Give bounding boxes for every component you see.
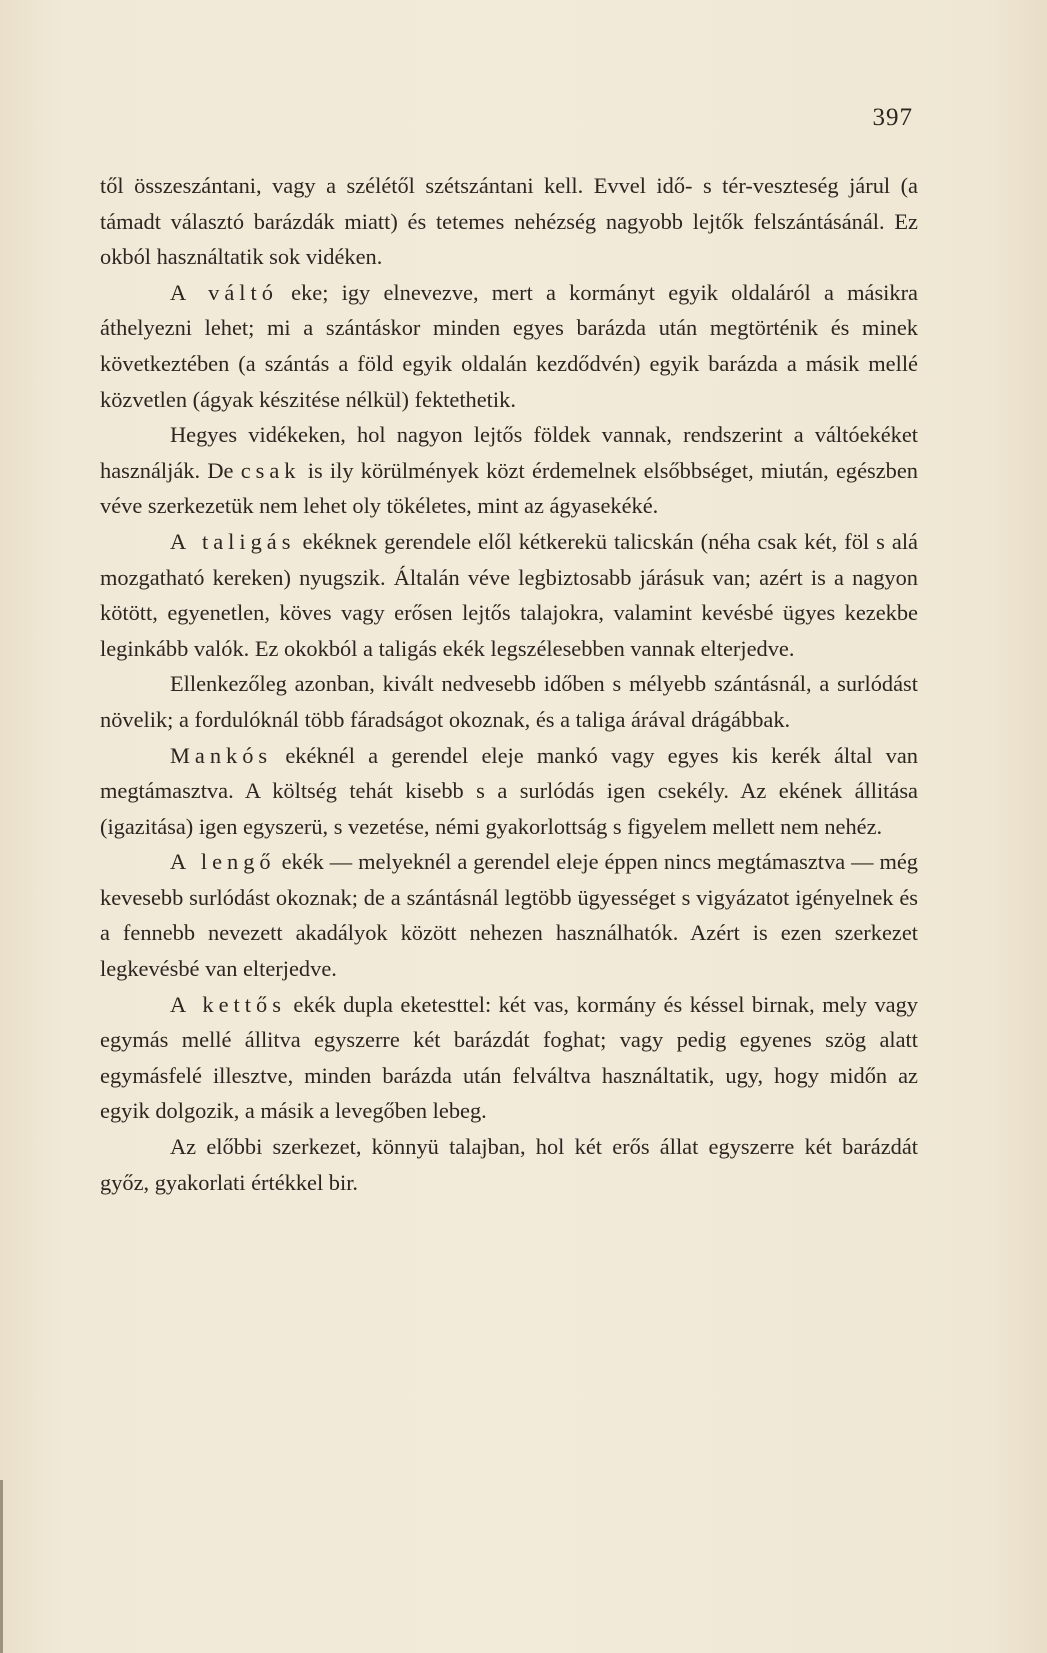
page-text [100, 168, 918, 1200]
emphasized-term: Mankós [170, 742, 273, 768]
paragraph [100, 1129, 918, 1200]
text-run: ekék — melyeknél a gerendel eleje éppen nincs megtámasztva — még kevesebb surlódást okoznak; de a szántásnál legtöbb ügyességet s vigyázatot igényelnek és a fennebb nevezett akadályok között nehezen használhatók. Azért is ezen szerkezet legkevésbé van elterjedve. [100, 849, 919, 982]
text-run: Az előbbi szerkezet, könnyü talajban, hol két erős állat egyszerre két barázdát győz, gyakorlati értékkel bir. [100, 1134, 918, 1195]
emphasized-term: A kettős [170, 991, 286, 1017]
text-run: Ellenkezőleg azonban, kivált nedvesebb időben s mélyebb szántásnál, a surlódást növelik; a fordulóknál több fáradságot okoznak, és a taliga árával drágábbak. [100, 671, 918, 732]
emphasized-term: csak [240, 457, 301, 483]
page-number: 397 [872, 104, 913, 131]
emphasized-term: A lengő [170, 849, 276, 875]
emphasized-term: A taligás [170, 528, 296, 554]
paragraph [100, 524, 918, 666]
text-run: től összeszántani, vagy a szélétől szétszántani kell. Evvel idő- s tér-veszteség járul (a támadt választó barázdák miatt) és tetemes nehézség nagyobb lejtők felszántásánál. Ez okból használtatik sok vidéken. [100, 173, 918, 270]
paragraph [100, 844, 918, 986]
text-run: ekéknél a gerendel eleje mankó vagy egyes kis kerék által van megtámasztva. A költség tehát kisebb s a surlódás igen csekély. Az ekének állitása (igazitása) igen egyszerü, s vezetése, némi gyakorlottság s figyelem mellett nem nehéz. [100, 742, 918, 839]
text-run: ekéknek gerendele elől kétkerekü talicskán (néha csak két, föl s alá mozgatható kereken) nyugszik. Általán véve legbiztosabb járásuk van; azért is a nagyon kötött, egyenetlen, köves vagy erősen lejtős talajokra, valamint kevésbé ügyes kezekbe leginkább valók. Ez okokból a taligás ekék legszélesebben vannak elterjedve. [100, 528, 918, 661]
emphasized-term: A váltó [170, 279, 278, 305]
paragraph [100, 417, 918, 524]
text-run: eke; igy elnevezve, mert a kormányt egyik oldaláról a másikra áthelyezni lehet; mi a szántáskor minden egyes barázda után megtörténik és minek következtében (a szántás a föld egyik oldalán kezdődvén) egyik barázda a másik mellé közvetlen (ágyak készitése nélkül) fektethetik. [100, 279, 918, 412]
page-edge-shadow [0, 1480, 3, 1653]
paragraph [100, 275, 918, 417]
paragraph [100, 666, 918, 737]
text-run: ekék dupla eketesttel: két vas, kormány és késsel birnak, mely vagy egymás mellé állitva egyszerre két barázdát foghat; vagy pedig egyenes szög alatt egymásfelé illesztve, minden barázda után felváltva használtatik, ugy, hogy midőn az egyik dolgozik, a másik a levegőben lebeg. [100, 991, 918, 1124]
text-run: is ily körülmények közt érdemelnek elsőbbséget, miután, egészben véve szerkezetük nem lehet oly tökéletes, mint az ágyasekéké. [100, 457, 918, 519]
paragraph [100, 168, 918, 275]
text-run: Hegyes vidékeken, hol nagyon lejtős földek vannak, rendszerint a váltóekéket használják. De [100, 422, 918, 483]
paragraph [100, 987, 918, 1129]
paragraph [100, 738, 918, 845]
